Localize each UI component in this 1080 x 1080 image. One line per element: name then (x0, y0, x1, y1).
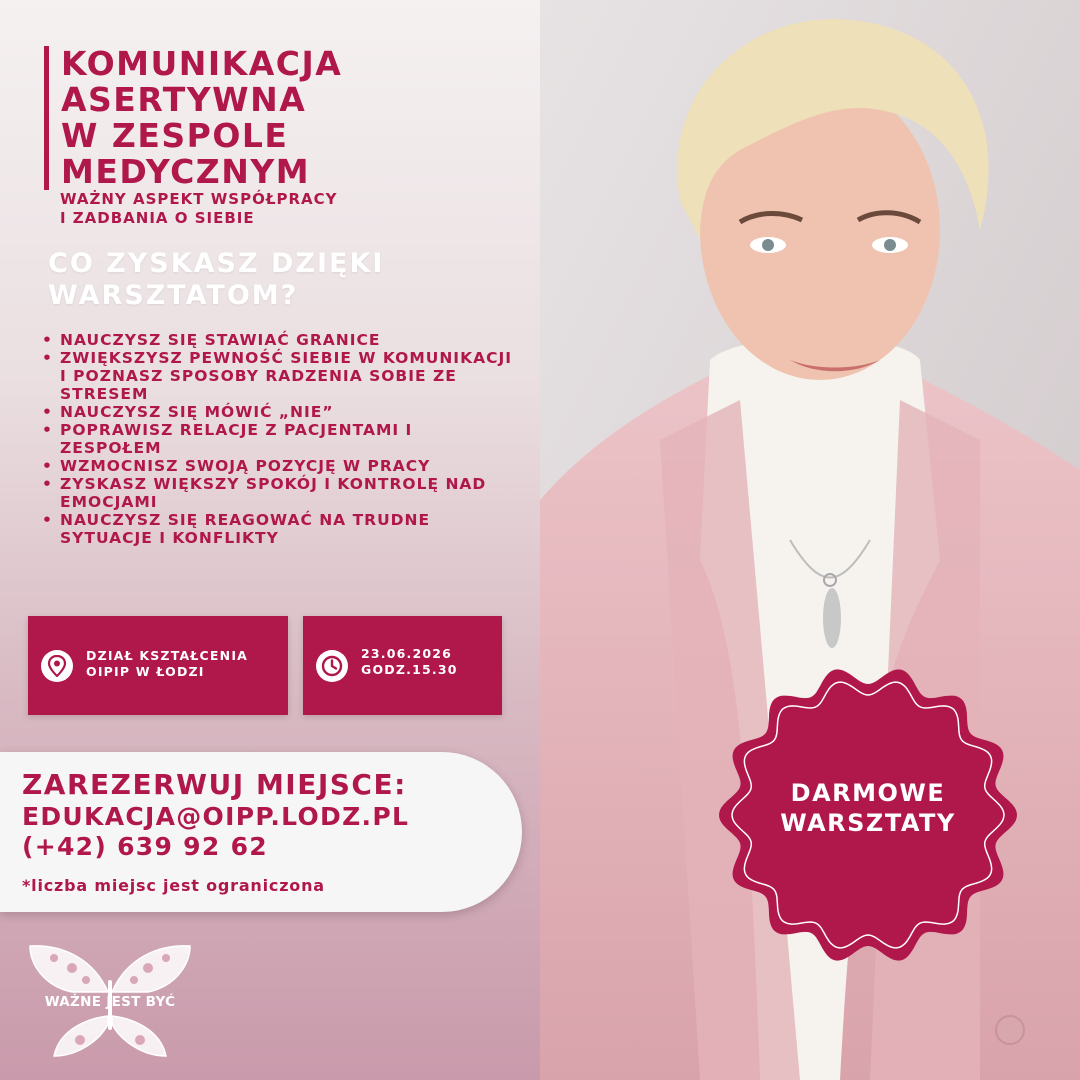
benefit-item: • WZMOCNISZ SWOJĄ POZYCJĘ W PRACY (40, 457, 520, 475)
benefit-item: • NAUCZYSZ SIĘ STAWIAĆ GRANICE (40, 331, 520, 349)
logo-text: WAŻNE JEST BYĆ (44, 994, 176, 1010)
benefit-item: • POPRAWISZ RELACJE Z PACJENTAMI I ZESPOŁEM (40, 421, 520, 457)
location-line: OIPIP W ŁODZI (86, 664, 205, 679)
free-workshop-badge (718, 660, 1018, 970)
benefits-heading (48, 248, 384, 312)
title-line: ASERTYWNA (61, 80, 307, 119)
logo (24, 940, 196, 1060)
reservation-email[interactable]: EDUKACJA@OIPP.LODZ.PL (22, 802, 410, 831)
badge-line: WARSZTATY (780, 809, 956, 837)
page-title (44, 46, 342, 190)
benefits-heading-line: WARSZTATOM? (48, 280, 299, 311)
title-line: MEDYCZNYM (61, 152, 311, 191)
benefits-heading-line: CO ZYSKASZ DZIĘKI (48, 248, 385, 279)
location-pin-icon (41, 650, 73, 682)
time-text: GODZ.15.30 (361, 662, 458, 677)
benefits-list (40, 331, 520, 547)
benefit-item: • NAUCZYSZ SIĘ MÓWIĆ „NIE” (40, 403, 520, 421)
reservation-card (0, 752, 522, 912)
date-text: 23.06.2026 (361, 646, 453, 661)
subtitle-line: I ZADBANIA O SIEBIE (60, 209, 255, 227)
reservation-heading: ZAREZERWUJ MIEJSCE: (22, 768, 407, 801)
location-box (28, 616, 288, 715)
reservation-phone[interactable]: (+42) 639 92 62 (22, 832, 268, 861)
benefit-item: • NAUCZYSZ SIĘ REAGOWAĆ NA TRUDNE SYTUACJE I KONFLIKTY (40, 511, 520, 547)
clock-icon (316, 650, 348, 682)
datetime-box (303, 616, 502, 715)
title-line: W ZESPOLE (61, 116, 289, 155)
benefit-item: • ZWIĘKSZYSZ PEWNOŚĆ SIEBIE W KOMUNIKACJI I POZNASZ SPOSOBY RADZENIA SOBIE ZE STRESEM (40, 349, 520, 403)
location-line: DZIAŁ KSZTAŁCENIA (86, 648, 249, 663)
title-line: KOMUNIKACJA (61, 44, 343, 83)
subtitle (60, 190, 337, 228)
badge-line: DARMOWE (790, 779, 946, 807)
reservation-note: *liczba miejsc jest ograniczona (22, 876, 325, 895)
benefit-item: • ZYSKASZ WIĘKSZY SPOKÓJ I KONTROLĘ NAD EMOCJAMI (40, 475, 520, 511)
subtitle-line: WAŻNY ASPEKT WSPÓŁPRACY (60, 190, 338, 208)
